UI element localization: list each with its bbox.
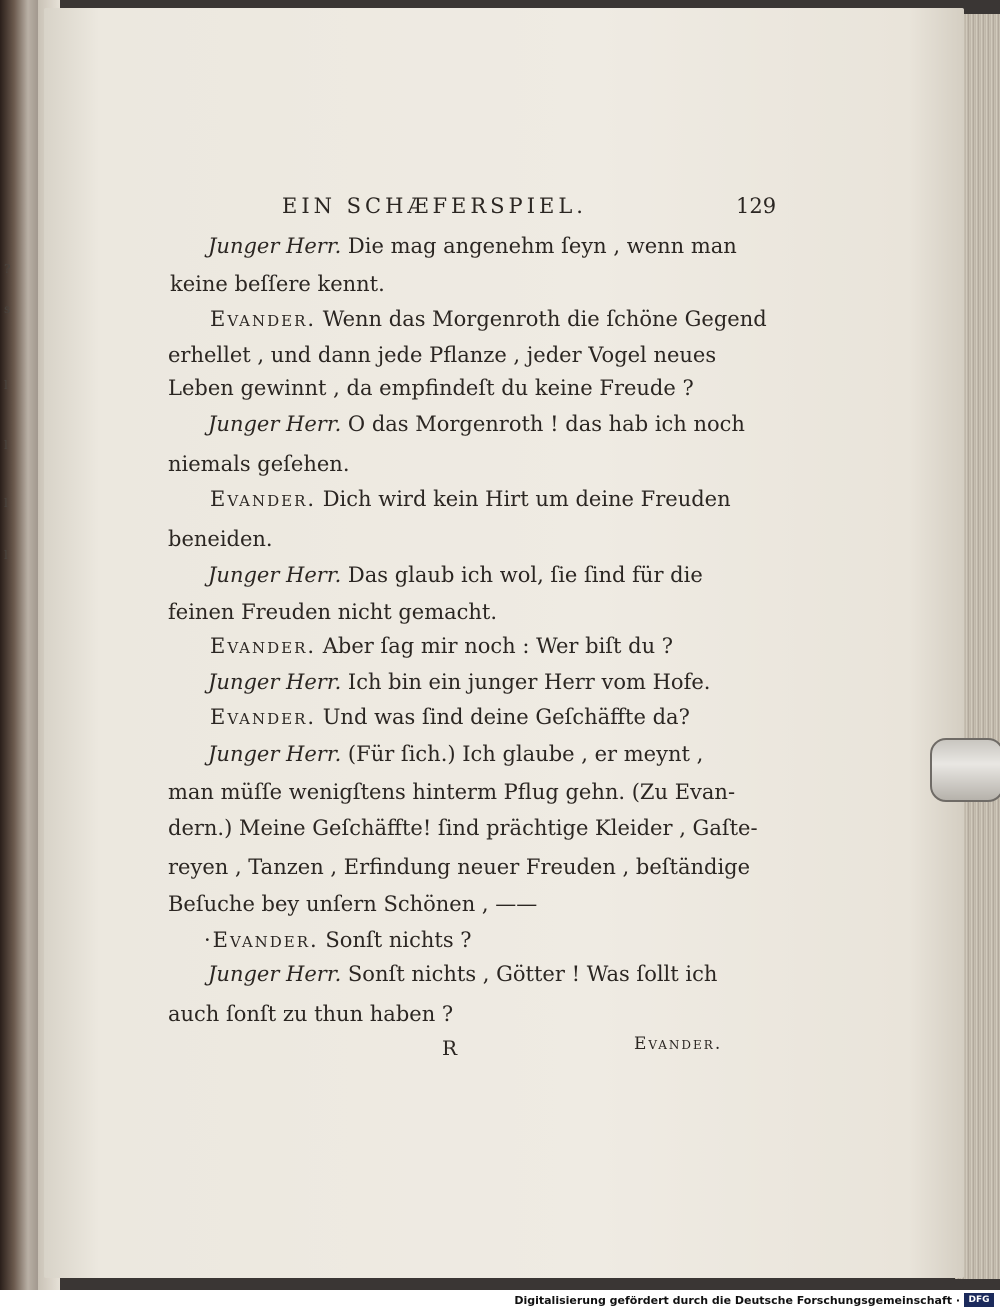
text-line: ·Evander. Sonſt nichts ? bbox=[204, 928, 472, 952]
text-line: Evander. Aber ſag mir noch : Wer biſt du ? bbox=[210, 634, 674, 658]
text-line: Leben gewinnt , da empfindeſt du keine Freude ? bbox=[168, 376, 694, 400]
text-line: dern.) Meine Geſchäffte! ſind prächtige Kleider , Gaſte- bbox=[168, 816, 758, 840]
text-line: auch ſonſt zu thun haben ? bbox=[168, 1002, 454, 1026]
margin-mark: l bbox=[4, 496, 8, 510]
margin-mark: l bbox=[4, 438, 8, 452]
running-head: EIN SCHÆFERSPIEL. bbox=[282, 194, 587, 218]
margin-mark: l bbox=[4, 548, 8, 562]
text-line: erhellet , und dann jede Pflanze , jeder Vogel neues bbox=[168, 343, 717, 367]
text-line: Evander. Und was ſind deine Geſchäffte da? bbox=[210, 705, 690, 729]
text-line: Junger Herr. Sonſt nichts , Götter ! Was ſollt ich bbox=[208, 962, 718, 986]
margin-mark: s bbox=[4, 302, 11, 316]
catchword: Evander. bbox=[634, 1034, 723, 1054]
text-line: Junger Herr. O das Morgenroth ! das hab ich noch bbox=[208, 412, 745, 436]
book-spine bbox=[0, 0, 40, 1311]
text-line: keine beſſere kennt. bbox=[170, 272, 385, 296]
text-line: Junger Herr. Ich bin ein junger Herr vom Hofe. bbox=[208, 670, 711, 694]
signature-mark: R bbox=[442, 1036, 458, 1060]
text-line: Junger Herr. Das glaub ich wol, ſie ſind für die bbox=[208, 563, 703, 587]
dfg-logo: DFG bbox=[964, 1293, 994, 1307]
text-line: beneiden. bbox=[168, 527, 273, 551]
speaker-name-italic: Junger Herr. bbox=[208, 234, 342, 258]
text-line: reyen , Tanzen , Erfindung neuer Freuden , beſtändige bbox=[168, 855, 751, 879]
text-line: Evander. Wenn das Morgenroth die ſchöne Gegend bbox=[210, 307, 767, 331]
text-line bbox=[208, 234, 737, 258]
page-number: 129 bbox=[736, 194, 777, 218]
text-line: Junger Herr. (Für ſich.) Ich glaube , er meynt , bbox=[208, 742, 704, 766]
text-line: niemals geſehen. bbox=[168, 452, 350, 476]
line-text: Die mag angenehm ſeyn , wenn man bbox=[341, 234, 737, 258]
page-clip bbox=[930, 738, 1000, 802]
text-line: man müſſe wenigſtens hinterm Pflug gehn. (Zu Evan- bbox=[168, 780, 736, 804]
margin-mark: ? bbox=[4, 262, 11, 276]
text-line: feinen Freuden nicht gemacht. bbox=[168, 600, 498, 624]
footer-credit: Digitalisierung gefördert durch die Deutsche Forschungsgemeinschaft · bbox=[514, 1294, 960, 1307]
text-line: Beſuche bey unſern Schönen , —— bbox=[168, 892, 538, 916]
text-line: Evander. Dich wird kein Hirt um deine Freuden bbox=[210, 487, 731, 511]
margin-mark: l bbox=[4, 378, 8, 392]
